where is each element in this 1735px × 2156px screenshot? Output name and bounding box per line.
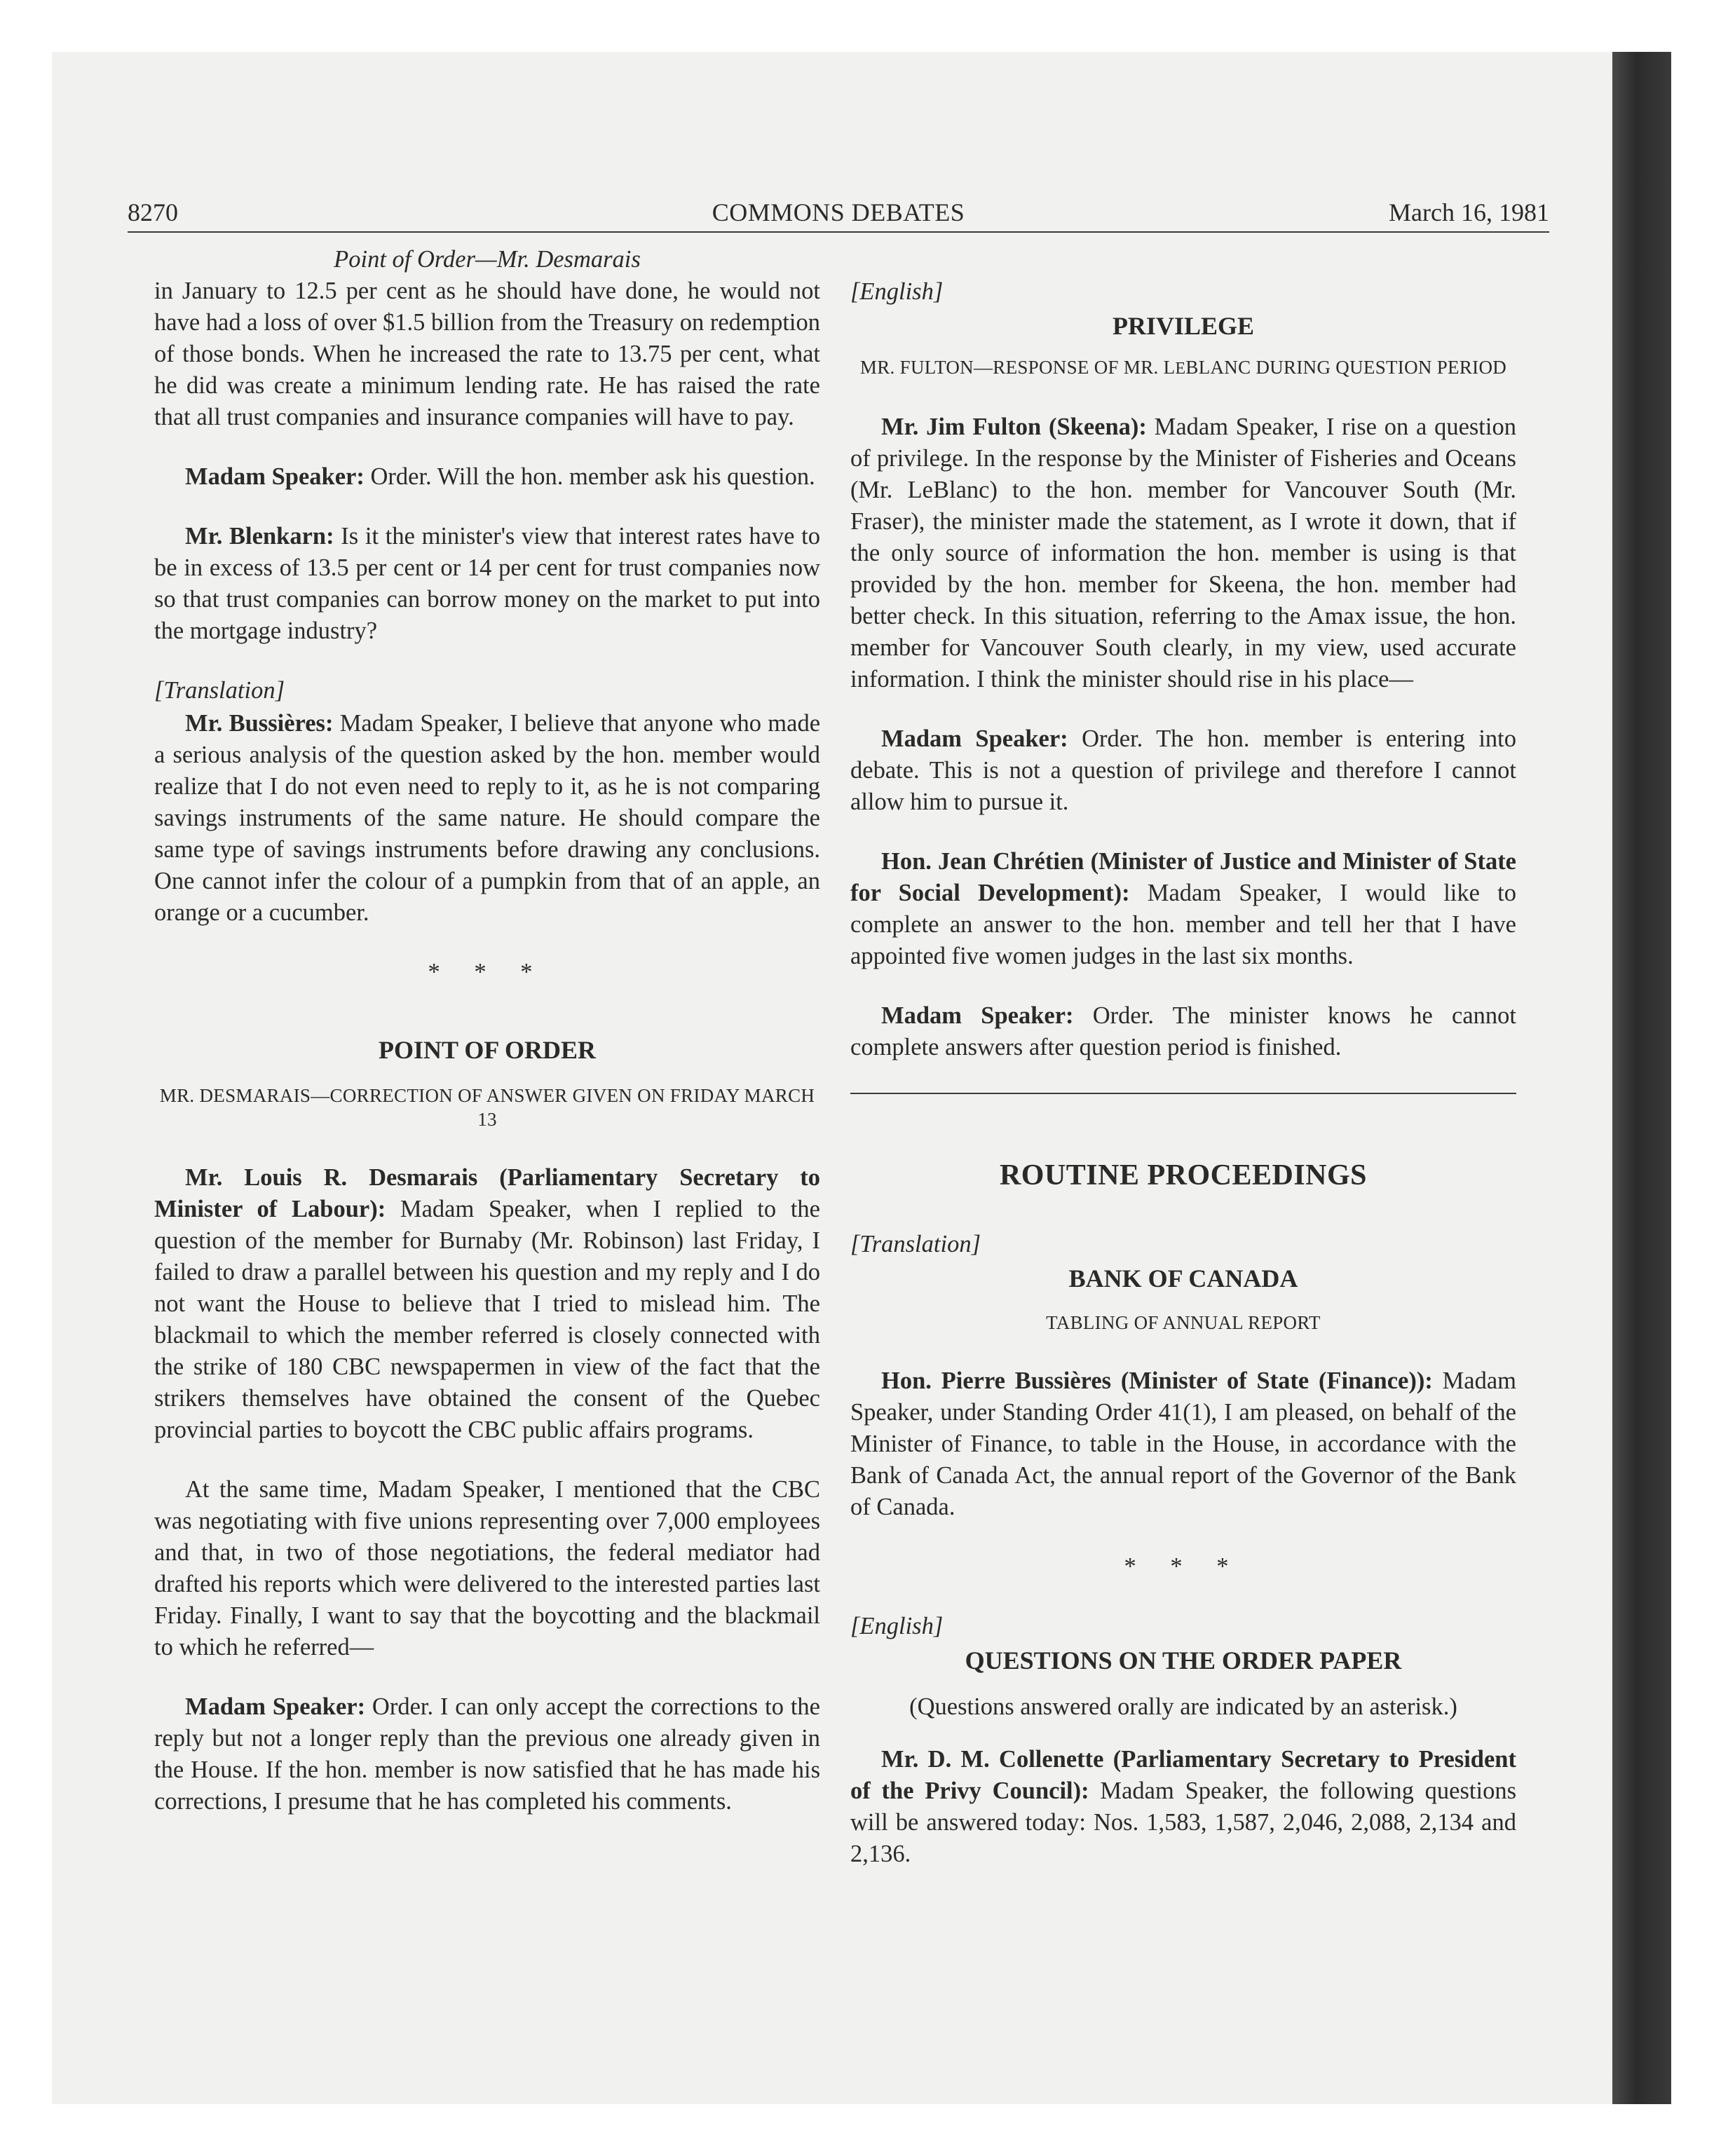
publication-date: March 16, 1981 bbox=[1389, 198, 1549, 226]
section-divider bbox=[850, 1093, 1516, 1094]
paragraph bbox=[154, 461, 820, 493]
language-marker: [Translation] bbox=[850, 1231, 981, 1257]
page-number: 8270 bbox=[128, 198, 178, 226]
header-rule bbox=[128, 231, 1549, 233]
left-column bbox=[154, 241, 820, 1845]
right-column bbox=[850, 241, 1516, 1898]
speaker-name: Mr. Jim Fulton (Skeena): bbox=[881, 414, 1147, 440]
speaker-name: Madam Speaker: bbox=[185, 1693, 366, 1720]
speech-text: Madam Speaker, under Standing Order 41(1), I am pleased, on behalf of the Minister of Finance, to table in the House, in accordance with the Bank of Canada Act, the annual report of the Governor of the Bank of Canada. bbox=[850, 1367, 1517, 1520]
subheading-part: BLANC DURING QUESTION PERIOD bbox=[1185, 357, 1507, 378]
speech-text: Madam Speaker, I believe that anyone who made a serious analysis of the question asked by the hon. member would realize that I do not even need to reply to it, as he is not comparing savings instruments of the same nature. He should compare the same type of savings instruments before drawing any conclusions. One cannot infer the colour of a pumpkin from that of an apple, an orange or a cucumber. bbox=[154, 710, 821, 926]
speech-text: Is it the minister's view that interest rates have to be in excess of 13.5 per cent or 14 per cent for trust companies now so that trust companies can borrow money on the market to put into the mortgage industry? bbox=[154, 523, 820, 644]
speech-text: Madam Speaker, the following questions will be answered today: Nos. 1,583, 1,587, 2,046, 2,088, 2,134 and 2,136. bbox=[850, 1778, 1517, 1867]
section-heading: POINT OF ORDER bbox=[378, 1036, 597, 1064]
paragraph bbox=[154, 1691, 820, 1817]
speaker-name: Mr. Louis R. Desmarais (Parliamentary Secretary to Minister of Labour): bbox=[154, 1164, 820, 1222]
paragraph bbox=[850, 1744, 1516, 1870]
publication-title: COMMONS DEBATES bbox=[712, 198, 965, 226]
paragraph bbox=[154, 521, 820, 647]
section-heading: QUESTIONS ON THE ORDER PAPER bbox=[965, 1646, 1402, 1674]
speech-text: Order. The minister knows he cannot complete answers after question period is finished. bbox=[850, 1002, 1516, 1060]
speaker-name: Hon. Pierre Bussières (Minister of State (Finance)): bbox=[881, 1367, 1433, 1394]
running-head bbox=[128, 195, 1549, 230]
section-subheading: MR. DESMARAIS—CORRECTION OF ANSWER GIVEN ON FRIDAY MARCH 13 bbox=[159, 1085, 815, 1130]
running-subhead: Point of Order—Mr. Desmarais bbox=[334, 246, 641, 273]
section-subheading: TABLING OF ANNUAL REPORT bbox=[1046, 1312, 1321, 1333]
speech-text: Order. The hon. member is entering into debate. This is not a question of privilege and therefore I cannot allow him to pursue it. bbox=[850, 725, 1516, 815]
speech-text: Order. Will the hon. member ask his question. bbox=[364, 463, 815, 490]
paragraph bbox=[850, 411, 1516, 695]
section-heading: PRIVILEGE bbox=[1112, 312, 1255, 340]
section-subheading bbox=[850, 355, 1516, 381]
speaker-name: Madam Speaker: bbox=[185, 463, 365, 490]
section-separator: * * * bbox=[428, 959, 547, 985]
major-heading: ROUTINE PROCEEDINGS bbox=[999, 1159, 1368, 1192]
speaker-name: Mr. Bussières: bbox=[185, 710, 334, 737]
speaker-name: Hon. Jean Chrétien (Minister of Justice and Minister of State for Social Development): bbox=[850, 848, 1516, 906]
speech-text: Madam Speaker, I would like to complete an answer to the hon. member and tell her that I have appointed five women judges in the last six months. bbox=[850, 880, 1516, 969]
note-text: (Questions answered orally are indicated by an asterisk.) bbox=[909, 1693, 1457, 1720]
paragraph bbox=[154, 1162, 820, 1446]
paragraph: in January to 12.5 per cent as he should have done, he would not have had a loss of over $1.5 billion from the Treasury on redemption of those bonds. When he increased the rate to 13.75 per cent, what he did was create a minimum lending rate. He has raised the rate that all trust companies and insurance companies will have to pay. bbox=[154, 278, 820, 430]
section-separator: * * * bbox=[1124, 1553, 1243, 1580]
paragraph bbox=[850, 723, 1516, 818]
speaker-name: Madam Speaker: bbox=[881, 725, 1068, 752]
subheading-part: MR. FULTON—RESPONSE OF MR. L bbox=[859, 357, 1176, 378]
speaker-name: Madam Speaker: bbox=[881, 1002, 1074, 1029]
speech-text: Order. I can only accept the corrections to the reply but not a longer reply than the previous one already given in the House. If the hon. member is now satisfied that he has made his corrections, I presume that he has completed his comments. bbox=[154, 1693, 820, 1815]
language-marker: [English] bbox=[850, 278, 944, 305]
speech-text: Madam Speaker, when I replied to the question of the member for Burnaby (Mr. Robinson) last Friday, I failed to draw a parallel between his question and my reply and I do not want the House to believe that I tried to mislead him. The blackmail to which the member referred is closely connected with the strike of 180 CBC newspapermen in view of the fact that the strikers themselves have obtained the consent of the Quebec provincial parties to boycott the CBC public affairs programs. bbox=[154, 1196, 820, 1443]
paragraph bbox=[850, 846, 1516, 972]
language-marker: [English] bbox=[850, 1613, 944, 1639]
scan-edge bbox=[1612, 52, 1671, 2104]
speaker-name: Mr. D. M. Collenette (Parliamentary Secretary to President of the Privy Council): bbox=[850, 1746, 1516, 1804]
speech-text: Madam Speaker, I rise on a question of privilege. In the response by the Minister of Fisheries and Oceans (Mr. LeBlanc) to the hon. member for Vancouver South (Mr. Fraser), the minister made the statement, as I wrote it down, that if the only source of information the hon. member is using is that provided by the hon. member for Skeena, the hon. member had better check. In this situation, referring to the Amax issue, the hon. member for Vancouver South clearly, in my view, used accurate information. I think the minister should rise in his place— bbox=[850, 414, 1516, 692]
paragraph bbox=[850, 1000, 1516, 1063]
paragraph: At the same time, Madam Speaker, I mentioned that the CBC was negotiating with five unions representing over 7,000 employees and that, in two of those negotiations, the federal mediator had drafted his reports which were delivered to the interested parties last Friday. Finally, I want to say that the boycotting and the blackmail to which he referred— bbox=[154, 1476, 820, 1660]
section-heading: BANK OF CANADA bbox=[1068, 1264, 1298, 1292]
subheading-part: E bbox=[1175, 360, 1186, 378]
language-marker: [Translation] bbox=[154, 677, 285, 704]
speaker-name: Mr. Blenkarn: bbox=[185, 523, 334, 550]
paragraph bbox=[154, 708, 820, 929]
paragraph bbox=[850, 1365, 1516, 1523]
